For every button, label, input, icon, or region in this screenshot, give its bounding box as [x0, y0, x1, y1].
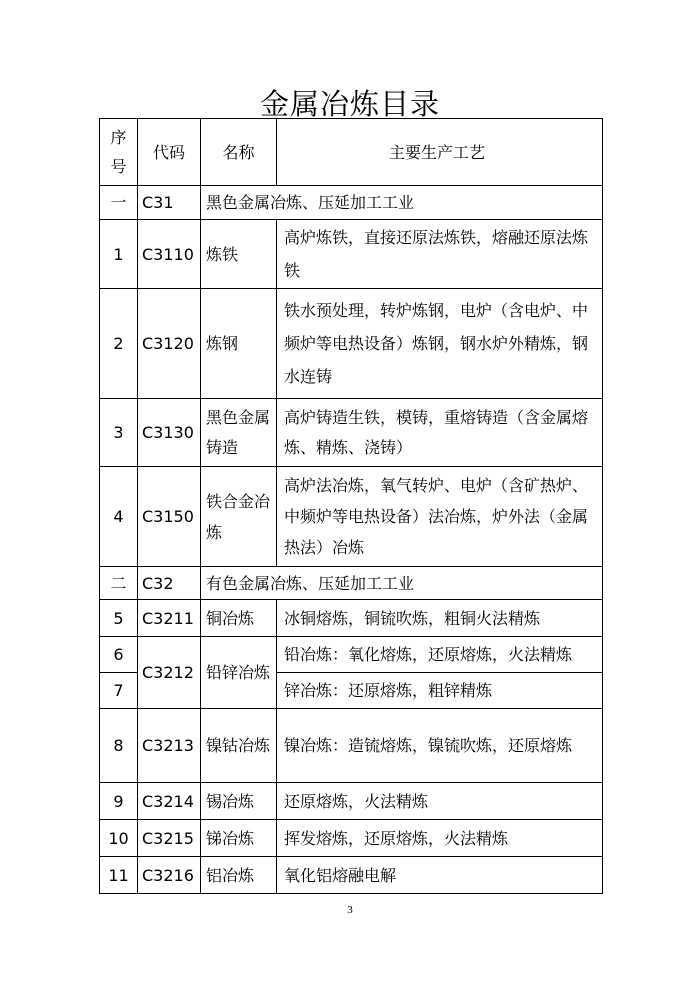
category-seq: 二 — [100, 567, 138, 600]
table-row — [100, 600, 603, 637]
row-code: C3110 — [138, 220, 201, 289]
table-row — [100, 820, 603, 857]
category-label: 有色金属冶炼、压延加工工业 — [201, 567, 603, 600]
row-seq: 4 — [100, 467, 138, 567]
header-name: 名称 — [201, 119, 277, 186]
row-name: 炼钢 — [201, 289, 277, 399]
row-process: 镍冶炼：造锍熔炼，镍锍吹炼，还原熔炼 — [277, 709, 603, 783]
row-process: 高炉铸造生铁，模铸，重熔铸造（含金属熔炼、精炼、浇铸） — [277, 399, 603, 467]
row-code: C3216 — [138, 857, 201, 894]
row-name: 镍钴冶炼 — [201, 709, 277, 783]
row-process: 铅冶炼：氧化熔炼，还原熔炼，火法精炼 — [277, 637, 603, 673]
row-name: 铅锌冶炼 — [201, 637, 277, 709]
row-process: 铁水预处理，转炉炼钢，电炉（含电炉、中频炉等电热设备）炼钢，钢水炉外精炼，钢水连铸 — [277, 289, 603, 399]
row-code: C3211 — [138, 600, 201, 637]
table-row — [100, 220, 603, 289]
row-process: 高炉法冶炼，氧气转炉、电炉（含矿热炉、中频炉等电热设备）法冶炼，炉外法（金属热法）冶炼 — [277, 467, 603, 567]
category-row — [100, 567, 603, 600]
metal-smelting-catalog-table — [99, 118, 603, 894]
category-code: C31 — [138, 186, 201, 220]
table-row — [100, 289, 603, 399]
row-name: 炼铁 — [201, 220, 277, 289]
row-seq: 6 — [100, 637, 138, 673]
header-process: 主要生产工艺 — [277, 119, 603, 186]
row-seq: 2 — [100, 289, 138, 399]
row-process: 锌冶炼：还原熔炼，粗锌精炼 — [277, 673, 603, 709]
page-title: 金属冶炼目录 — [259, 87, 440, 121]
table-row — [100, 637, 603, 673]
row-code: C3120 — [138, 289, 201, 399]
row-name: 黑色金属铸造 — [201, 399, 277, 467]
table-row — [100, 467, 603, 567]
row-process: 挥发熔炼，还原熔炼，火法精炼 — [277, 820, 603, 857]
row-seq: 3 — [100, 399, 138, 467]
table-row — [100, 709, 603, 783]
header-code: 代码 — [138, 119, 201, 186]
row-code: C3130 — [138, 399, 201, 467]
category-seq: 一 — [100, 186, 138, 220]
row-code: C3215 — [138, 820, 201, 857]
table-header-row — [100, 119, 603, 186]
row-name: 锑冶炼 — [201, 820, 277, 857]
row-code: C3212 — [138, 637, 201, 709]
row-code: C3213 — [138, 709, 201, 783]
row-seq: 5 — [100, 600, 138, 637]
page-number: 3 — [347, 904, 353, 916]
row-seq: 1 — [100, 220, 138, 289]
row-seq: 7 — [100, 673, 138, 709]
table-row — [100, 783, 603, 820]
row-seq: 11 — [100, 857, 138, 894]
row-name: 铜冶炼 — [201, 600, 277, 637]
row-seq: 10 — [100, 820, 138, 857]
row-process: 冰铜熔炼，铜锍吹炼，粗铜火法精炼 — [277, 600, 603, 637]
row-seq: 9 — [100, 783, 138, 820]
row-seq: 8 — [100, 709, 138, 783]
row-code: C3214 — [138, 783, 201, 820]
category-row — [100, 186, 603, 220]
table-row — [100, 399, 603, 467]
row-name: 铁合金冶炼 — [201, 467, 277, 567]
row-name: 锡冶炼 — [201, 783, 277, 820]
row-name: 铝冶炼 — [201, 857, 277, 894]
category-label: 黑色金属冶炼、压延加工工业 — [201, 186, 603, 220]
row-code: C3150 — [138, 467, 201, 567]
table-row — [100, 857, 603, 894]
row-process: 高炉炼铁，直接还原法炼铁，熔融还原法炼铁 — [277, 220, 603, 289]
header-seq: 序号 — [100, 119, 138, 186]
row-process: 还原熔炼，火法精炼 — [277, 783, 603, 820]
row-process: 氧化铝熔融电解 — [277, 857, 603, 894]
category-code: C32 — [138, 567, 201, 600]
